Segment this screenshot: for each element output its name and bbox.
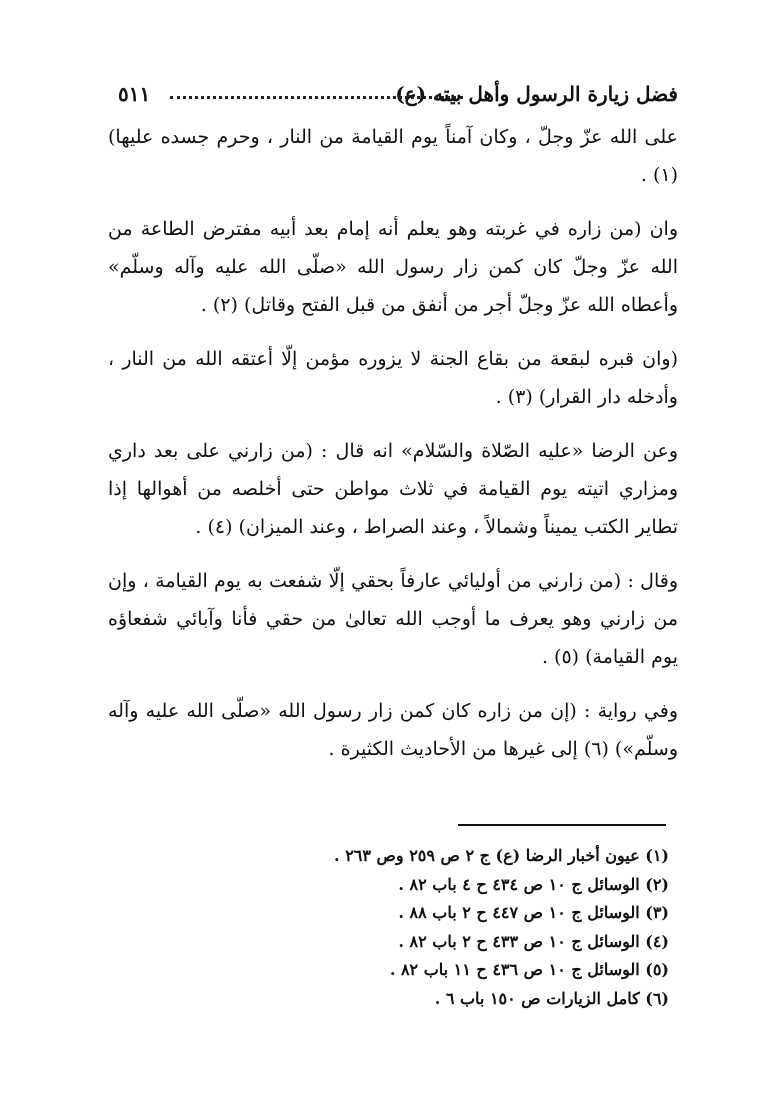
header-title: فضل زيارة الرسول وأهل بيته (ع) [395,82,678,106]
header-leader-dots [170,96,463,99]
paragraph: وقال : (من زارني من أوليائي عارفاً بحقي إلّا شفعت به يوم القيامة ، وإن من زارني وهو يعرف ما أوجب الله تعالىٰ من حقي فأنا وآبائي شفعاؤه يوم القيامة) (٥) . [108,570,678,668]
footnote-separator [458,824,666,826]
paragraph: (وان قبره لبقعة من بقاع الجنة لا يزوره مؤمن إلّا أعتقه الله من النار ، وأدخله دار القرار) (٣) . [108,348,678,408]
body-text [108,118,678,784]
footnote: (١) عيون أخبار الرضا (ع) ج ٢ ص ٢٥٩ وص ٢٦٣ . [334,846,669,865]
paragraph: وان (من زاره في غربته وهو يعلم أنه إمام بعد أبيه مفترض الطاعة من الله عزّ وجلّ كان كمن زار رسول الله «صلّى الله عليه وآله وسلّم» وأعطاه الله عزّ وجلّ أجر من أنفق من قبل الفتح وقاتل) (٢) . [108,218,678,316]
paragraph: على الله عزّ وجلّ ، وكان آمناً يوم القيامة من النار ، وحرم جسده عليها) (١) . [108,126,678,186]
paragraph: وعن الرضا «عليه الصّلاة والسّلام» انه قال : (من زارني على بعد داري ومزاري اتيته يوم القيامة في ثلاث مواطن حتى أخلصه من أهوالها إذا تطاير الكتب يميناً وشمالاً ، وعند الصراط ، وعند الميزان) (٤) . [108,440,678,538]
page-number: ٥١١ [118,82,151,106]
footnote: (٤) الوسائل ج ١٠ ص ٤٣٣ ح ٢ باب ٨٢ . [398,931,669,951]
running-header [118,82,678,116]
footnote: (٢) الوسائل ج ١٠ ص ٤٣٤ ح ٤ باب ٨٢ . [398,874,669,894]
footnote: (٣) الوسائل ج ١٠ ص ٤٤٧ ح ٢ باب ٨٨ . [398,903,669,922]
footnote: (٦) كامل الزيارات ص ١٥٠ باب ٦ . [434,988,669,1008]
footnotes [329,842,669,1013]
paragraph: وفي رواية : (إن من زاره كان كمن زار رسول الله «صلّى الله عليه وآله وسلّم») (٦) إلى غيرها من الأحاديث الكثيرة . [108,700,678,760]
footnote: (٥) الوسائل ج ١٠ ص ٤٣٦ ح ١١ باب ٨٢ . [389,960,669,979]
